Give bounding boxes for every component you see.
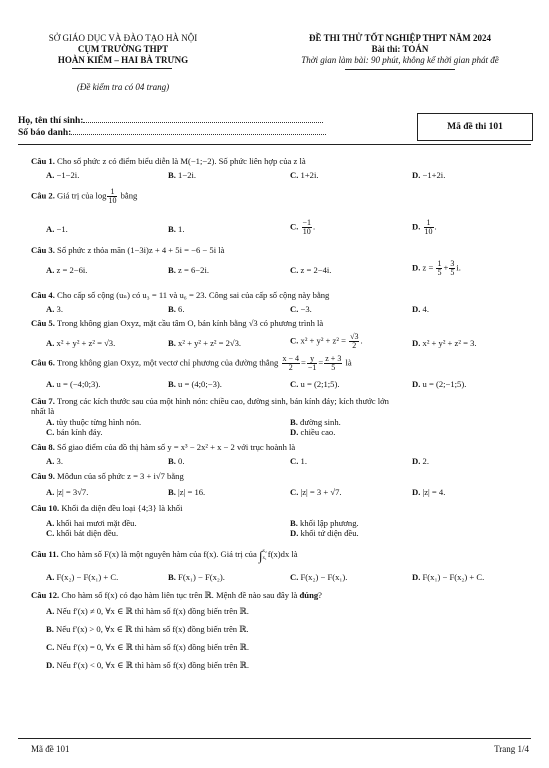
question-9: Câu 9. Môđun của số phức z = 3 + i√7 bằng: [31, 471, 184, 481]
q1-option-b: B. 1−2i.: [168, 170, 197, 180]
q4-option-b: B. 6.: [168, 304, 185, 314]
question-5: Câu 5. Trong không gian Oxyz, mặt cầu tâm O, bán kính bằng √3 có phương trình là: [31, 318, 324, 328]
header-right-rule: [345, 69, 455, 70]
question-3: Câu 3. Số phức z thỏa mãn (1−3i)z + 4 + 5i = −6 − 5i là: [31, 245, 225, 255]
q11-option-b: B. F(x₁) − F(x₂).: [168, 572, 225, 582]
q8-option-a: A. 3.: [46, 456, 63, 466]
q5-option-a: A. x² + y² + z² = √3.: [46, 338, 116, 348]
q9-option-c: C. |z| = 3 + √7.: [290, 487, 342, 497]
q6-option-c: C. u = (2;1;5).: [290, 379, 340, 389]
q3-option-d: D. z = $\frac{1}{5}$ + $\frac{3}{5}$ i.: [412, 259, 461, 277]
integral-limits: x₂ x₁: [262, 549, 267, 561]
school-cluster: CỤM TRƯỜNG THPT: [77, 44, 169, 54]
question-1: Câu 1. Cho số phức z có điểm biểu diễn là M(−1;−2). Số phức liên hợp của z là: [31, 156, 306, 166]
page-count-note: (Đề kiểm tra có 04 trang): [76, 82, 170, 92]
header-left-rule: [72, 68, 172, 69]
q8-option-d: D. 2.: [412, 456, 429, 466]
q11-option-c: C. F(x₂) − F(x₁).: [290, 572, 348, 582]
q12-option-d: D. Nếu f′(x) < 0, ∀x ∈ ℝ thì hàm số f(x) đồng biến trên ℝ.: [46, 660, 249, 670]
candidate-name-label: Họ, tên thí sinh:: [18, 116, 84, 126]
q9-option-b: B. |z| = 16.: [168, 487, 206, 497]
q12-option-b: B. Nếu f′(x) > 0, ∀x ∈ ℝ thì hàm số f(x) đồng biến trên ℝ.: [46, 624, 249, 634]
q3-option-b: B. z = 6−2i.: [168, 265, 209, 275]
exam-subject: Bài thi: TOÁN: [371, 44, 429, 54]
q10-option-d: D. khối tứ diện đều.: [290, 528, 359, 538]
q4-option-d: D. 4.: [412, 304, 429, 314]
department-name: SỞ GIÁO DỤC VÀ ĐÀO TẠO HÀ NỘI: [48, 33, 198, 43]
question-7: Câu 7. Trong các kích thước sau của một hình nón: chiều cao, đường sinh, bán kính đáy; kích thước lớn: [31, 396, 389, 406]
q7-option-a: A. tùy thuộc từng hình nón.: [46, 417, 142, 427]
q9-option-a: A. |z| = 3√7.: [46, 487, 89, 497]
q11-option-d: D. F(x₁) − F(x₂) + C.: [412, 572, 485, 582]
question-11: Câu 11. Cho hàm số F(x) là một nguyên hàm của f(x). Giá trị của ∫ x₂ x₁ f(x)dx là: [31, 547, 298, 563]
q8-option-c: C. 1.: [290, 456, 307, 466]
question-7-line2: nhất là: [31, 406, 55, 416]
candidate-name-blank: [83, 114, 323, 123]
q2-option-a: A. −1.: [46, 224, 68, 234]
candidate-name-line: [18, 114, 323, 126]
q2-option-d: D. $\frac{1}{10}$ .: [412, 218, 437, 236]
question-8: Câu 8. Số giao điểm của đồ thị hàm số y = x³ − 2x² + x − 2 với trục hoành là: [31, 442, 296, 452]
q7-option-b: B. đường sinh.: [290, 417, 341, 427]
candidate-id-line: [18, 126, 326, 138]
footer-page-number: Trang 1/4: [494, 744, 529, 754]
header-divider: [18, 144, 531, 145]
q1-option-d: D. −1+2i.: [412, 170, 446, 180]
q3-option-a: A. z = 2−6i.: [46, 265, 88, 275]
exam-title: ĐỀ THI THỬ TỐT NGHIỆP THPT NĂM 2024: [309, 33, 491, 43]
question-6: Câu 6. Trong không gian Oxyz, một vectơ chỉ phương của đường thẳng $\frac{x - 4}{2}$ = $\frac{y}{-1}$ = $\frac{z + 3}{5}$ là: [31, 354, 352, 372]
q6-option-a: A. u = (−4;0;3).: [46, 379, 101, 389]
school-names: HOÀN KIẾM – HAI BÀ TRƯNG: [57, 55, 189, 65]
q2-option-c: C. $\frac{-1}{10}$ .: [290, 218, 316, 236]
q10-option-a: A. khối hai mươi mặt đều.: [46, 518, 137, 528]
q10-option-b: B. khối lập phương.: [290, 518, 359, 528]
q7-option-d: D. chiều cao.: [290, 427, 336, 437]
q12-option-a: A. Nếu f′(x) ≠ 0, ∀x ∈ ℝ thì hàm số f(x) đồng biến trên ℝ.: [46, 606, 249, 616]
footer-exam-code: Mã đề 101: [31, 744, 70, 754]
question-10: Câu 10. Khối đa diện đều loại {4;3} là khối: [31, 503, 183, 513]
q8-option-b: B. 0.: [168, 456, 185, 466]
footer-rule: [18, 738, 531, 739]
q2-option-b: B. 1.: [168, 224, 185, 234]
exam-duration: Thời gian làm bài: 90 phút, không kể thời gian phát đề: [301, 55, 499, 65]
q5-option-b: B. x² + y² + z² = 2√3.: [168, 338, 242, 348]
integral-sign-icon: ∫: [258, 547, 263, 563]
q7-option-c: C. bán kính đáy.: [46, 427, 103, 437]
exam-code-box: Mã đề thi 101: [417, 113, 533, 141]
q9-option-d: D. |z| = 4.: [412, 487, 446, 497]
q4-option-c: C. −3.: [290, 304, 312, 314]
q6-option-b: B. u = (4;0;−3).: [168, 379, 222, 389]
q6-option-d: D. u = (2;−1;5).: [412, 379, 467, 389]
q3-option-c: C. z = 2−4i.: [290, 265, 332, 275]
q10-option-c: C. khối bát diện đều.: [46, 528, 119, 538]
q4-option-a: A. 3.: [46, 304, 63, 314]
q1-option-a: A. −1−2i.: [46, 170, 80, 180]
q12-option-c: C. Nếu f′(x) = 0, ∀x ∈ ℝ thì hàm số f(x) đồng biến trên ℝ.: [46, 642, 249, 652]
q2-fraction: $\frac{1}{10}$: [108, 187, 117, 205]
question-12: Câu 12. Cho hàm số f(x) có đạo hàm liên tục trên ℝ. Mệnh đề nào sau đây là đúng?: [31, 590, 322, 600]
q5-option-d: D. x² + y² + z² = 3.: [412, 338, 477, 348]
question-4: Câu 4. Cho cấp số cộng (uₙ) có u₃ = 11 và u₆ = 23. Công sai của cấp số cộng này bằng: [31, 290, 330, 300]
question-2: Câu 2. Giá trị của log $\frac{1}{10}$ bằng: [31, 187, 138, 205]
q11-option-a: A. F(x₂) − F(x₁) + C.: [46, 572, 119, 582]
candidate-id-label: Số báo danh:: [18, 128, 72, 138]
q1-option-c: C. 1+2i.: [290, 170, 319, 180]
q5-option-c: C. x² + y² + z² = $\frac{√3}{2}$ .: [290, 332, 363, 350]
candidate-id-blank: [71, 126, 326, 135]
